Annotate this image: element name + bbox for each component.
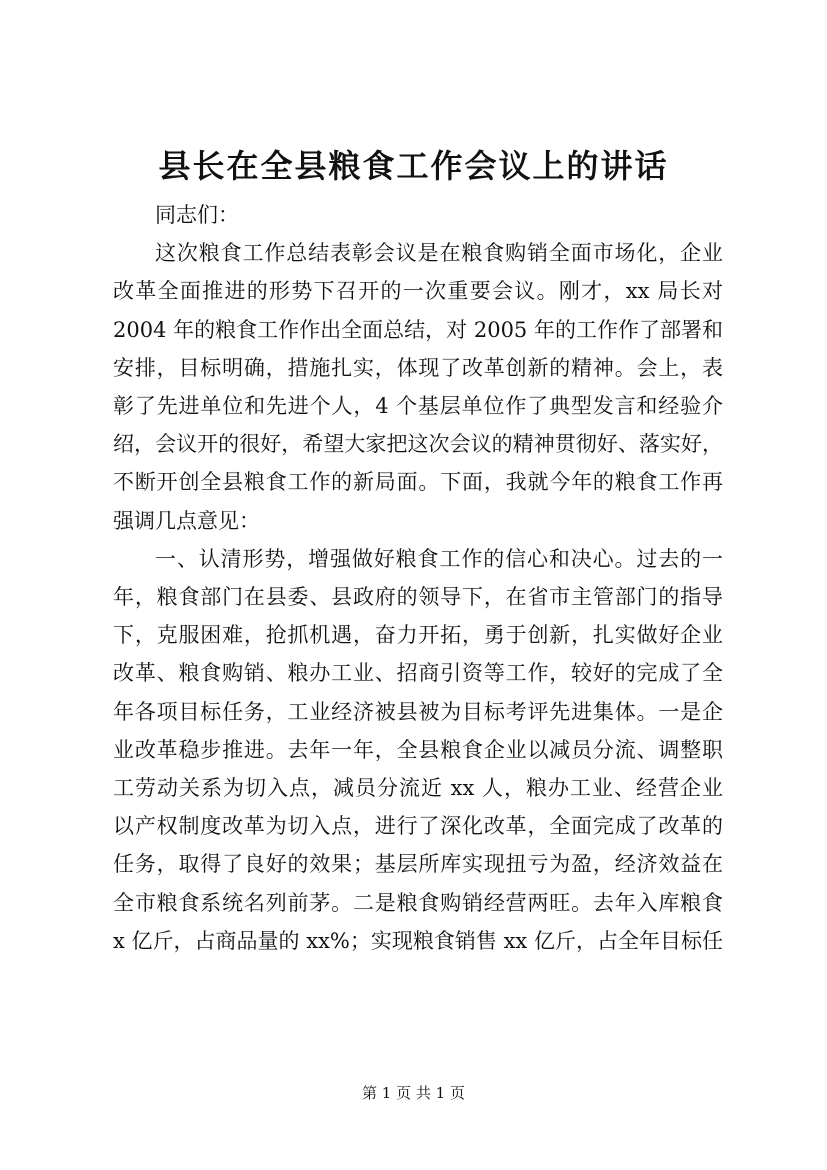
paragraph-1-line: 彰了先进单位和先进个人，4 个基层单位作了典型发言和经验介: [113, 394, 723, 419]
paragraph-1-line: 强调几点意见：: [113, 508, 260, 533]
paragraph-1: [113, 234, 723, 540]
page-footer: 第 1 页 共 1 页: [362, 1084, 465, 1102]
paragraph-2-line: 工劳动关系为切入点，减员分流近 xx 人，粮办工业、经营企业: [113, 776, 723, 801]
paragraph-2: [113, 540, 723, 960]
paragraph-2-line: x 亿斤，占商品量的 xx%；实现粮食销售 xx 亿斤，占全年目标任: [113, 928, 723, 953]
document-title: 县长在全县粮食工作会议上的讲话: [158, 147, 669, 185]
paragraph-2-line: 以产权制度改革为切入点，进行了深化改革，全面完成了改革的: [113, 814, 723, 839]
paragraph-1-line: 2004 年的粮食工作作出全面总结，对 2005 年的工作作了部署和: [113, 317, 723, 342]
paragraph-1-line: 改革全面推进的形势下召开的一次重要会议。刚才，xx 局长对: [113, 279, 723, 304]
document-body: [113, 196, 723, 960]
paragraph-2-line: 业改革稳步推进。去年一年，全县粮食企业以减员分流、调整职: [113, 737, 723, 762]
paragraph-2-line: 年，粮食部门在县委、县政府的领导下，在省市主管部门的指导: [113, 585, 723, 610]
paragraph-1-line: 这次粮食工作总结表彰会议是在粮食购销全面市场化，企业: [155, 241, 723, 266]
paragraph-1-line: 不断开创全县粮食工作的新局面。下面，我就今年的粮食工作再: [113, 470, 723, 495]
paragraph-2-line: 年各项目标任务，工业经济被县被为目标考评先进集体。一是企: [113, 699, 723, 724]
paragraph-2-line: 任务，取得了良好的效果；基层所库实现扭亏为盈，经济效益在: [113, 852, 723, 877]
paragraph-1-line: 绍，会议开的很好，希望大家把这次会议的精神贯彻好、落实好，: [113, 432, 723, 457]
paragraph-2-line: 一、认清形势，增强做好粮食工作的信心和决心。过去的一: [155, 546, 723, 571]
paragraph-2-line: 全市粮食系统名列前茅。二是粮食购销经营两旺。去年入库粮食: [113, 890, 723, 915]
paragraph-2-line: 改革、粮食购销、粮办工业、招商引资等工作，较好的完成了全: [113, 661, 723, 686]
paragraph-2-line: 下，克服困难，抢抓机遇，奋力开拓，勇于创新，扎实做好企业: [113, 623, 723, 648]
paragraph-1-line: 安排，目标明确，措施扎实，体现了改革创新的精神。会上，表: [113, 355, 723, 380]
greeting: 同志们：: [155, 203, 239, 227]
